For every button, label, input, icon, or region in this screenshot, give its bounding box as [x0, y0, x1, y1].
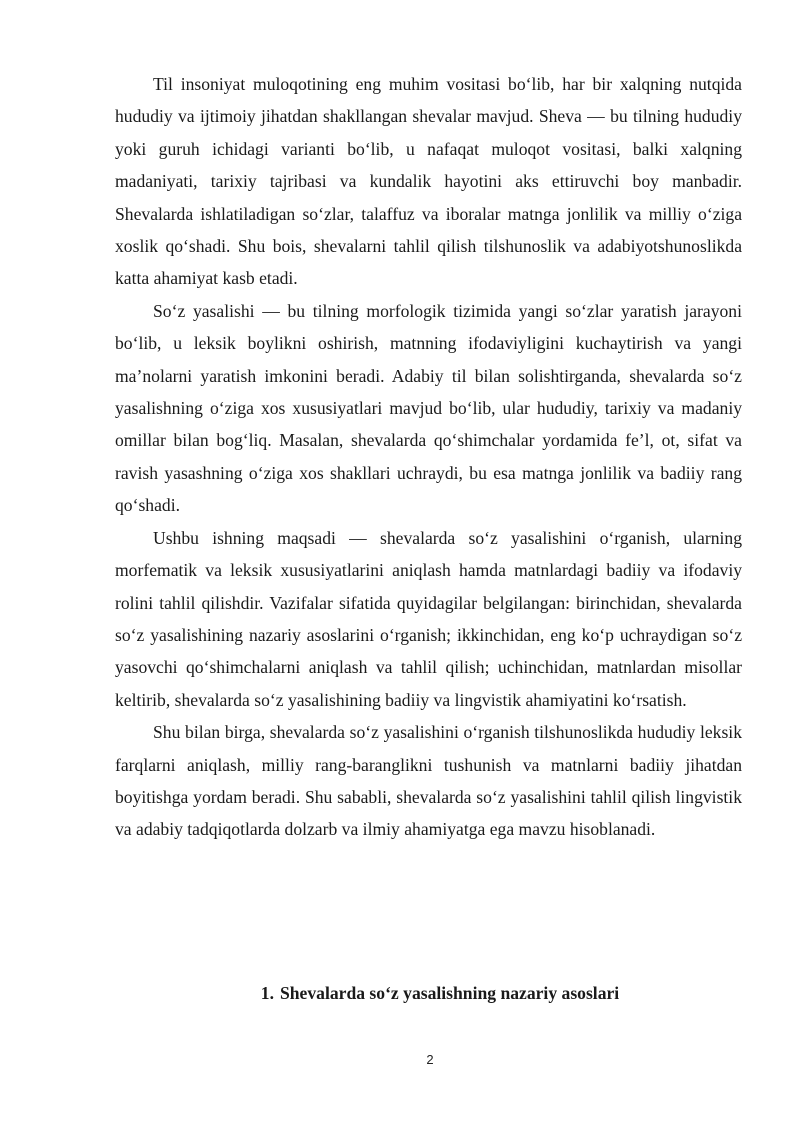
- page-number: 2: [426, 1052, 434, 1067]
- paragraph-significance: Shu bilan birga, shevalarda so‘z yasalishini o‘rganish tilshunoslikda hududiy leksik farqlarni aniqlash, milliy rang-baranglikni tushunish va matnlarni badiiy jihatdan boyitishga yordam beradi. Shu sababli, shevalarda so‘z yasalishini tahlil qilish lingvistik va adabiy tadqiqotlarda dolzarb va ilmiy ahamiyatga ega mavzu hisoblanadi.: [115, 722, 742, 840]
- section-number: 1.: [260, 983, 274, 1003]
- document-body: [115, 68, 742, 846]
- section-heading: [0, 983, 800, 1004]
- paragraph-aims: Ushbu ishning maqsadi — shevalarda so‘z yasalishini o‘rganish, ularning morfematik va leksik xususiyatlarini aniqlash hamda matnlardagi badiiy va ifodaviy rolini tahlil qilishdir. Vazifalar sifatida quyidagilar belgilangan: birinchidan, shevalarda so‘z yasalishining nazariy asoslarini o‘rganish; ikkinchidan, eng ko‘p uchraydigan so‘z yasovchi qo‘shimchalarni aniqlash va tahlil qilish; uchinchidan, matnlardan misollar keltirib, shevalarda so‘z yasalishining badiiy va lingvistik ahamiyatini ko‘rsatish.: [115, 527, 742, 710]
- paragraph-word-formation: So‘z yasalishi — bu tilning morfologik tizimida yangi so‘zlar yaratish jarayoni bo‘lib, u leksik boylikni oshirish, matnning ifodaviyligini kuchaytirish va yangi ma’nolarni yaratish imkonini beradi. Adabiy til bilan solishtirganda, shevalarda so‘z yasalishning o‘ziga xos xususiyatlari mavjud bo‘lib, ular hududiy, tarixiy va madaniy omillar bilan bog‘liq. Masalan, shevalarda qo‘shimchalar yordamida fe’l, ot, sifat va ravish yasashning o‘ziga xos shakllari uchraydi, bu esa matnga jonlilik va badiiy rang qo‘shadi.: [115, 300, 742, 516]
- paragraph-introduction: Til insoniyat muloqotining eng muhim vositasi bo‘lib, har bir xalqning nutqida hududiy va ijtimoiy jihatdan shakllangan shevalar mavjud. Sheva — bu tilning hududiy yoki guruh ichidagi varianti bo‘lib, u nafaqat muloqot vositasi, balki xalqning madaniyati, tarixiy tajribasi va kundalik hayotini aks ettiruvchi boy manbadir. Shevalarda ishlatiladigan so‘zlar, talaffuz va iboralar matnga jonlilik va milliy o‘ziga xoslik qo‘shadi. Shu bois, shevalarni tahlil qilish tilshunoslik va adabiyotshunoslikda katta ahamiyat kasb etadi.: [115, 74, 742, 289]
- section-title: Shevalarda so‘z yasalishning nazariy asoslari: [279, 983, 620, 1003]
